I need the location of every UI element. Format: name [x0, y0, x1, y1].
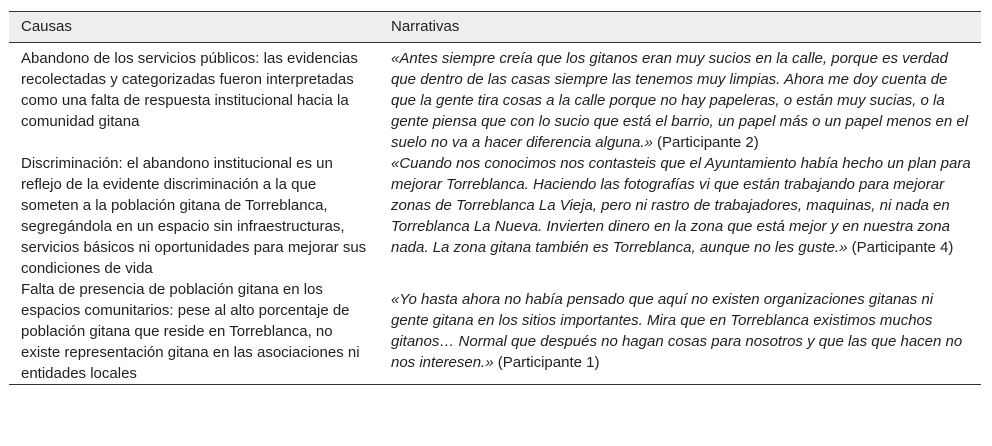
causa-cell: Abandono de los servicios públicos: las evidencias recolectadas y categorizadas fueron interpretadas como una falta de respuesta institucional hacia la comunidad gitana	[21, 50, 358, 130]
causes-narratives-table	[9, 11, 981, 385]
table-row	[9, 153, 981, 279]
header-narrativas: Narrativas	[391, 18, 460, 35]
narrative-quote: «Yo hasta ahora no había pensado que aquí no existen organizaciones gitanas ni gente gitana en los sitios importantes. Mira que en Torreblanca existimos muchos gitanos… Normal que después no hagan cosas para nosotros y que las que hacen no nos interesen.»	[391, 291, 963, 371]
participant-label: (Participante 2)	[657, 134, 759, 151]
participant-label: (Participante 1)	[497, 354, 600, 371]
causa-cell: Falta de presencia de población gitana en los espacios comunitarios: pese al alto porcentaje de población gitana que reside en Torreblanca, no existe representación gitana en las asociaciones ni entidades locales	[21, 281, 360, 382]
participant-label: (Participante 4)	[851, 239, 954, 256]
narrative-quote: «Cuando nos conocimos nos contasteis que el Ayuntamiento había hecho un plan para mejorar Torreblanca. Haciendo las fotografías vi que están trabajando para mejorar zonas de Torreblanca La Vieja, pero ni rastro de trabajadores, maquinas, ni nada en Torreblanca La Nueva. Invierten dinero en la zona que está mejor y en nuestra zona nada. La zona gitana también es Torreblanca, aunque no les guste.»	[391, 155, 971, 256]
table-row	[9, 279, 981, 384]
narrativa-cell	[371, 48, 981, 153]
narrativa-cell	[371, 153, 981, 279]
table-header	[9, 12, 981, 43]
causa-cell: Discriminación: el abandono institucional es un reflejo de la evidente discriminación a la que someten a la población gitana de Torreblanca, segregándola en un espacio sin infraestructuras, servicios básicos ni oportunidades para mejorar sus condiciones de vida	[21, 155, 367, 277]
narrativa-cell	[371, 279, 981, 384]
narrative-quote: «Antes siempre creía que los gitanos eran muy sucios en la calle, porque es verdad que dentro de las casas siempre las tenemos muy limpias. Ahora me doy cuenta de que la gente tira cosas a la calle porque no hay papeleras, o están muy sucias, o la gente piensa que con lo sucio que está el barrio, un papel más o un papel menos en el suelo no va a hacer diferencia alguna.»	[391, 50, 969, 151]
table-row	[9, 48, 981, 153]
header-causas: Causas	[21, 18, 72, 35]
